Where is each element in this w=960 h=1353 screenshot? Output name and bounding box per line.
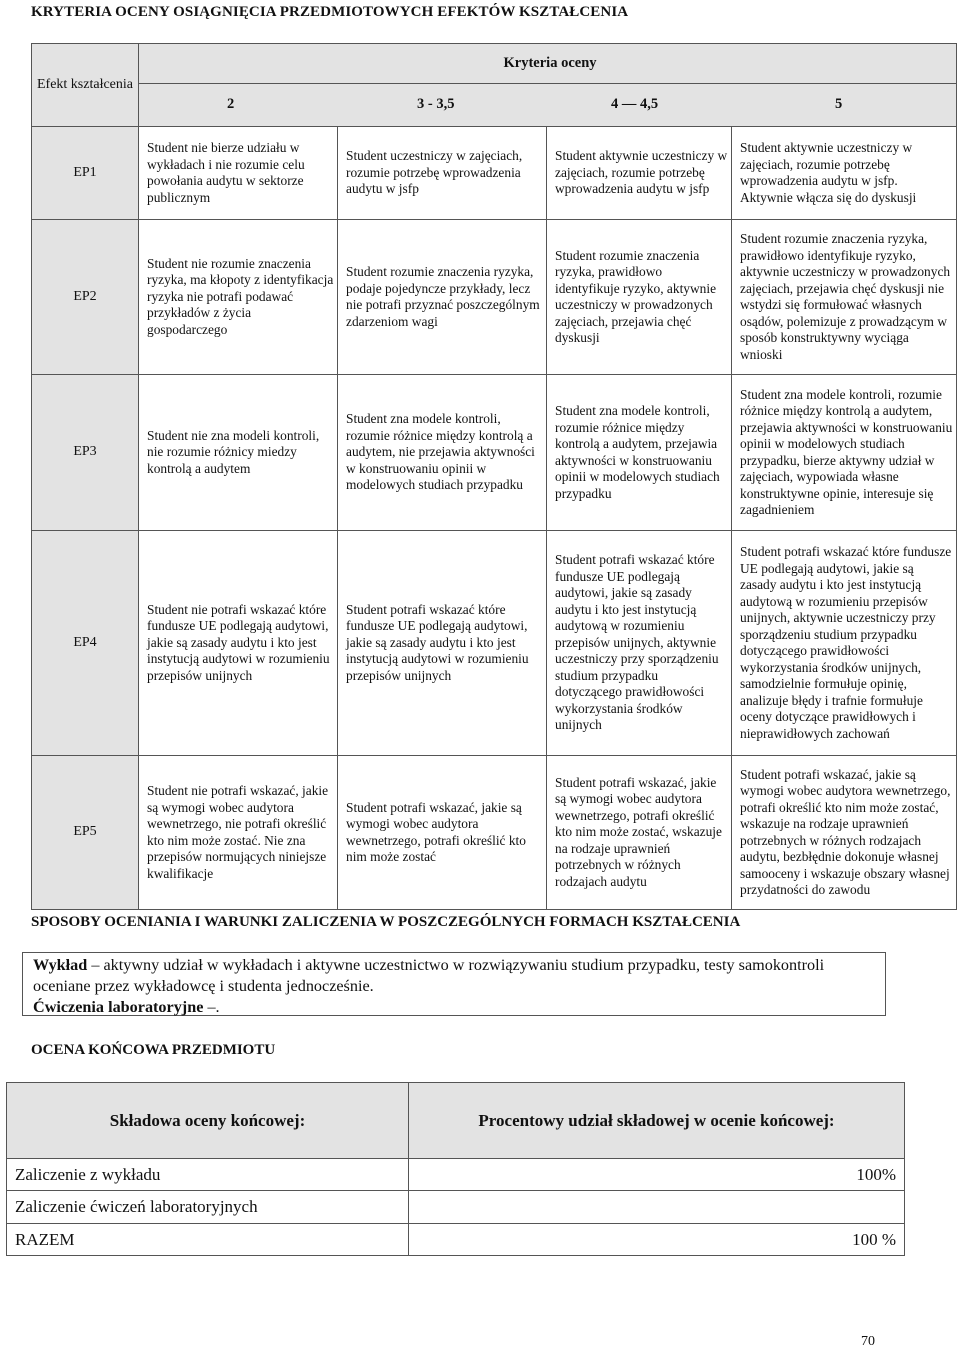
component-cell: RAZEM [7,1224,409,1256]
criterion-cell: Student rozumie znaczenia ryzyka, prawidłowo identyfikuje ryzyko, aktywnie uczestniczy w prowadzonych zajęciach, przejawia chęć dyskusji nie wstydzi się formułować własnych osądów, polemizuje z prowadzącym w sposób konstruktywny wyciąga wnioski [732,220,957,375]
criterion-cell: Student zna modele kontroli, rozumie różnice między kontrolą a audytem, nie przejawia aktywności w konstruowaniu opinii w modelowych studiach przypadku [338,375,547,531]
page-number: 70 [861,1334,875,1349]
lecture-label: Wykład [33,956,88,974]
ep-label: EP2 [32,220,139,375]
criterion-cell: Student nie potrafi wskazać, jakie są wymogi wobec audytora wewnetrzego, nie potrafi określić kto nim może zostać. Nie zna przepisów normujących niniejsze kwalifikacje [139,756,338,910]
grade-3: 3 - 3,5 [417,96,455,112]
table-row [7,1224,905,1256]
page-title: KRYTERIA OCENY OSIĄGNIĘCIA PRZEDMIOTOWYCH EFEKTÓW KSZTAŁCENIA [31,4,629,20]
criterion-cell: Student aktywnie uczestniczy w zajęciach, rozumie potrzebę wprowadzenia audytu w jsfp [547,127,732,220]
methods-box [22,952,886,1016]
table-row [7,1191,905,1224]
grades-header [139,84,957,127]
criterion-cell: Student potrafi wskazać, jakie są wymogi wobec audytora wewnetrzego, potrafi określić kto nim może zostać, wskazuje na rodzaje uprawnień potrzebnych w różnych rodzajach audytu [547,756,732,910]
lab-text: –. [203,998,220,1016]
lab-label: Ćwiczenia laboratoryjne [33,998,204,1016]
table-row [32,531,957,756]
criterion-cell: Student zna modele kontroli, rozumie różnice między kontrolą a audytem, przejawia aktywności w konstruowaniu opinii w modelowych studiach przypadku [547,375,732,531]
percent-cell: 100 % [409,1224,905,1256]
final-grade-table [6,1082,905,1256]
header-efekt: Efekt kształcenia [32,44,139,127]
component-cell: Zaliczenie ćwiczeń laboratoryjnych [7,1191,409,1224]
header-percent: Procentowy udział składowej w ocenie końcowej: [409,1083,905,1159]
percent-cell [409,1191,905,1224]
component-cell: Zaliczenie z wykładu [7,1159,409,1191]
table-row [32,756,957,910]
criterion-cell: Student zna modele kontroli, rozumie różnice między kontrolą a audytem, przejawia aktywności w konstruowaniu opinii w modelowych studiach przypadku, bierze aktywny udział w zajęciach, wypowiada własne konstruktywne opinie, interesuje się zagadnieniem [732,375,957,531]
criterion-cell: Student potrafi wskazać, jakie są wymogi wobec audytora wewnetrzego, potrafi określić kto nim może zostać, wskazuje na rodzaje uprawnień potrzebnych w różnych rodzajach audytu, bezbłędnie dokonuje własnej samooceny i wskazuje obszary własnej przydatności do zawodu [732,756,957,910]
section-heading-methods: SPOSOBY OCENIANIA I WARUNKI ZALICZENIA W POSZCZEGÓLNYCH FORMACH KSZTAŁCENIA [31,914,741,930]
table-row [32,220,957,375]
table-row [32,375,957,531]
table-row [7,1159,905,1191]
section-heading-final: OCENA KOŃCOWA PRZEDMIOTU [31,1042,276,1058]
grade-5: 5 [835,96,843,112]
header-kryteria: Kryteria oceny [139,44,957,84]
criteria-table [31,43,957,910]
ep-label: EP3 [32,375,139,531]
table-row [32,127,957,220]
criterion-cell: Student aktywnie uczestniczy w zajęciach, rozumie potrzebę wprowadzenia audytu w jsfp. Aktywnie włącza się do dyskusji [732,127,957,220]
criterion-cell: Student nie rozumie znaczenia ryzyka, ma kłopoty z identyfikacja ryzyka nie potrafi podawać przykładów z życia gospodarczego [139,220,338,375]
criterion-cell: Student nie zna modeli kontroli, nie rozumie różnicy miedzy kontrolą a audytem [139,375,338,531]
criterion-cell: Student potrafi wskazać, jakie są wymogi wobec audytora wewnetrzego, potrafi określić kto nim może zostać [338,756,547,910]
criterion-cell: Student potrafi wskazać które fundusze UE podlegają audytowi, jakie są zasady audytu i kto jest instytucją audytowi w rozumieniu przepisów unijnych [338,531,547,756]
criterion-cell: Student nie potrafi wskazać które fundusze UE podlegają audytowi, jakie są zasady audytu i kto jest instytucją audytowi w rozumieniu przepisów unijnych [139,531,338,756]
grade-4: 4 — 4,5 [611,96,659,112]
grade-2: 2 [227,96,235,112]
header-component: Składowa oceny końcowej: [7,1083,409,1159]
criterion-cell: Student potrafi wskazać które fundusze UE podlegają audytowi, jakie są zasady audytu i kto jest instytucją audytową w rozumieniu przepisów unijnych, aktywnie uczestniczy przy sporządzeniu studium przypadku dotyczącego prawidłowości wykorzystania środków unijnych [547,531,732,756]
criterion-cell: Student uczestniczy w zajęciach, rozumie potrzebę wprowadzenia audytu w jsfp [338,127,547,220]
criterion-cell: Student rozumie znaczenia ryzyka, podaje pojedyncze przykłady, lecz nie potrafi przyznać poszczególnym zdarzeniom wagi [338,220,547,375]
ep-label: EP5 [32,756,139,910]
criterion-cell: Student potrafi wskazać które fundusze UE podlegają audytowi, jakie są zasady audytu i kto jest instytucją audytową w rozumieniu przepisów unijnych, aktywnie uczestniczy przy sporządzeniu studium przypadku dotyczącego prawidłowości wykorzystania środków unijnych, samodzielnie formułuje opinię, analizuje błędy i trafnie formułuje oceny dotyczące prawidłowych i nieprawidłowych zachowań [732,531,957,756]
criterion-cell: Student rozumie znaczenia ryzyka, prawidłowo identyfikuje ryzyko, aktywnie uczestniczy w prowadzonych zajęciach, przejawia chęć dyskusji [547,220,732,375]
ep-label: EP4 [32,531,139,756]
criterion-cell: Student nie bierze udziału w wykładach i nie rozumie celu powołania audytu w sektorze publicznym [139,127,338,220]
lecture-text: – aktywny udział w wykładach i aktywne uczestnictwo w rozwiązywaniu studium przypadku, testy samokontroli oceniane przez wykładowcę i studenta jednocześnie. [33,956,825,995]
percent-cell: 100% [409,1159,905,1191]
ep-label: EP1 [32,127,139,220]
